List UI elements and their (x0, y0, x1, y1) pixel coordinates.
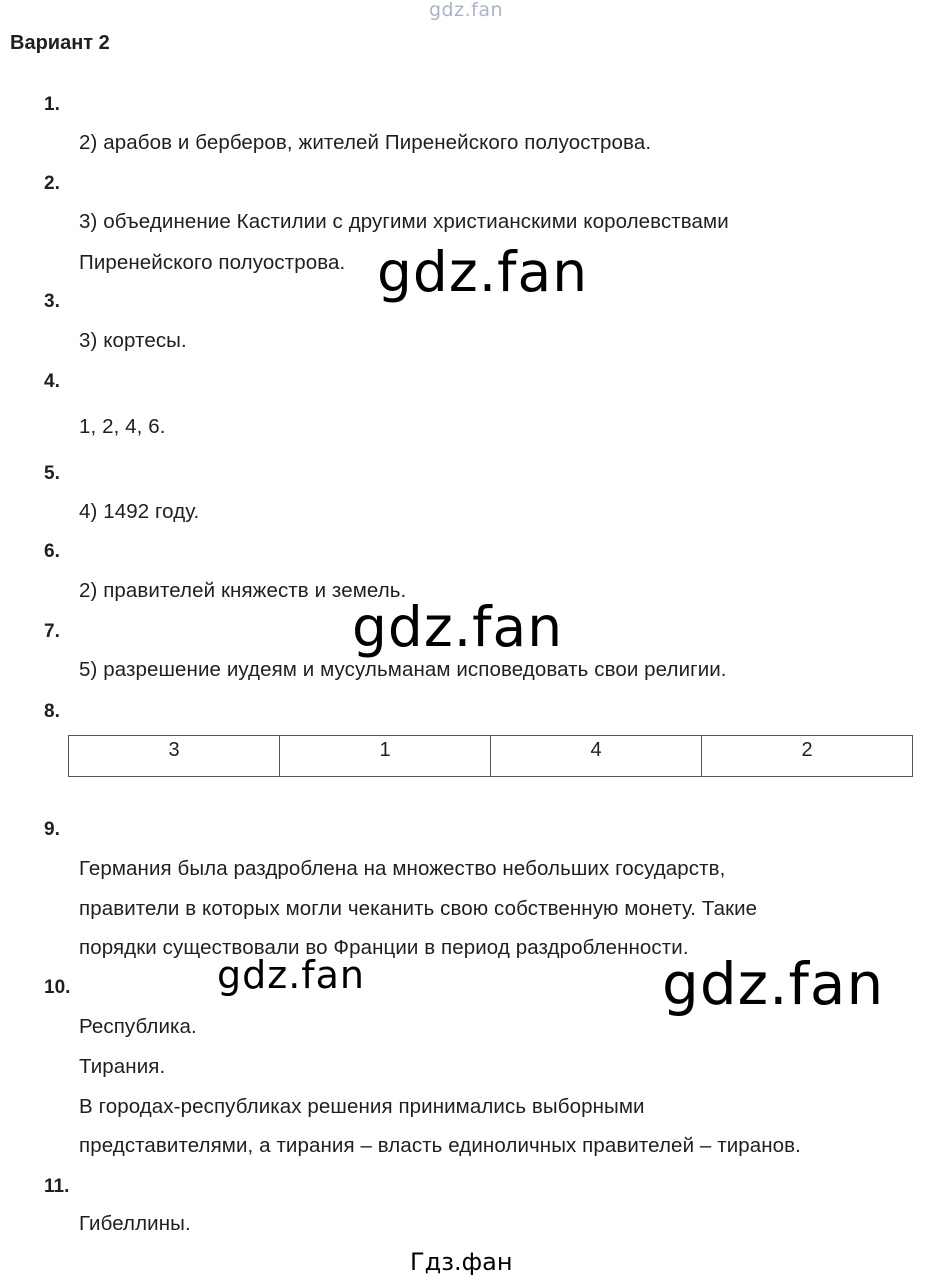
watermark: gdz.fan (377, 240, 589, 304)
footer-watermark: Гдз.фан (410, 1248, 513, 1276)
answer-9-line-3: порядки существовали во Франции в период раздробленности. (79, 936, 689, 959)
question-number-3: 3. (44, 291, 60, 312)
watermark: gdz.fan (217, 953, 366, 997)
answer-1-line-1: 2) арабов и берберов, жителей Пиренейского полуострова. (79, 131, 652, 154)
question-number-6: 6. (44, 541, 60, 562)
question-number-9: 9. (44, 819, 60, 840)
answer-10-line-2: Тирания. (79, 1055, 166, 1078)
answer-9-line-1: Германия была раздроблена на множество небольших государств, (79, 857, 726, 880)
question-number-11: 11. (44, 1176, 70, 1197)
top-watermark: gdz.fan (429, 0, 504, 21)
table-cell: 1 (280, 736, 491, 777)
page-title: Вариант 2 (10, 32, 110, 54)
answer-7-line-1: 5) разрешение иудеям и мусульманам исповедовать свои религии. (79, 658, 727, 681)
watermark: gdz.fan (662, 950, 885, 1018)
answer-2-line-1: 3) объединение Кастилии с другими христианскими королевствами (79, 210, 729, 233)
question-number-5: 5. (44, 463, 60, 484)
answer-9-line-2: правители в которых могли чеканить свою собственную монету. Такие (79, 897, 758, 920)
answer-11-line-1: Гибеллины. (79, 1212, 191, 1235)
answer-6-line-1: 2) правителей княжеств и земель. (79, 579, 407, 602)
watermark: gdz.fan (352, 595, 564, 659)
answer-10-line-1: Республика. (79, 1015, 197, 1038)
sequence-table (68, 735, 913, 777)
table-cell: 4 (491, 736, 702, 777)
table-cell: 2 (702, 736, 913, 777)
answer-5-line-1: 4) 1492 году. (79, 500, 200, 523)
question-number-7: 7. (44, 621, 60, 642)
answer-10-line-3: В городах-республиках решения принимались выборными (79, 1095, 645, 1118)
question-number-2: 2. (44, 173, 60, 194)
answer-3-line-1: 3) кортесы. (79, 329, 187, 352)
question-number-1: 1. (44, 94, 60, 115)
question-number-10: 10. (44, 977, 71, 998)
table-cell: 3 (69, 736, 280, 777)
answer-4-line-1: 1, 2, 4, 6. (79, 415, 166, 438)
question-number-4: 4. (44, 371, 60, 392)
table-row (69, 736, 913, 777)
answer-10-line-4: представителями, а тирания – власть единоличных правителей – тиранов. (79, 1134, 801, 1157)
question-number-8: 8. (44, 701, 60, 722)
answer-2-line-2: Пиренейского полуострова. (79, 251, 346, 274)
